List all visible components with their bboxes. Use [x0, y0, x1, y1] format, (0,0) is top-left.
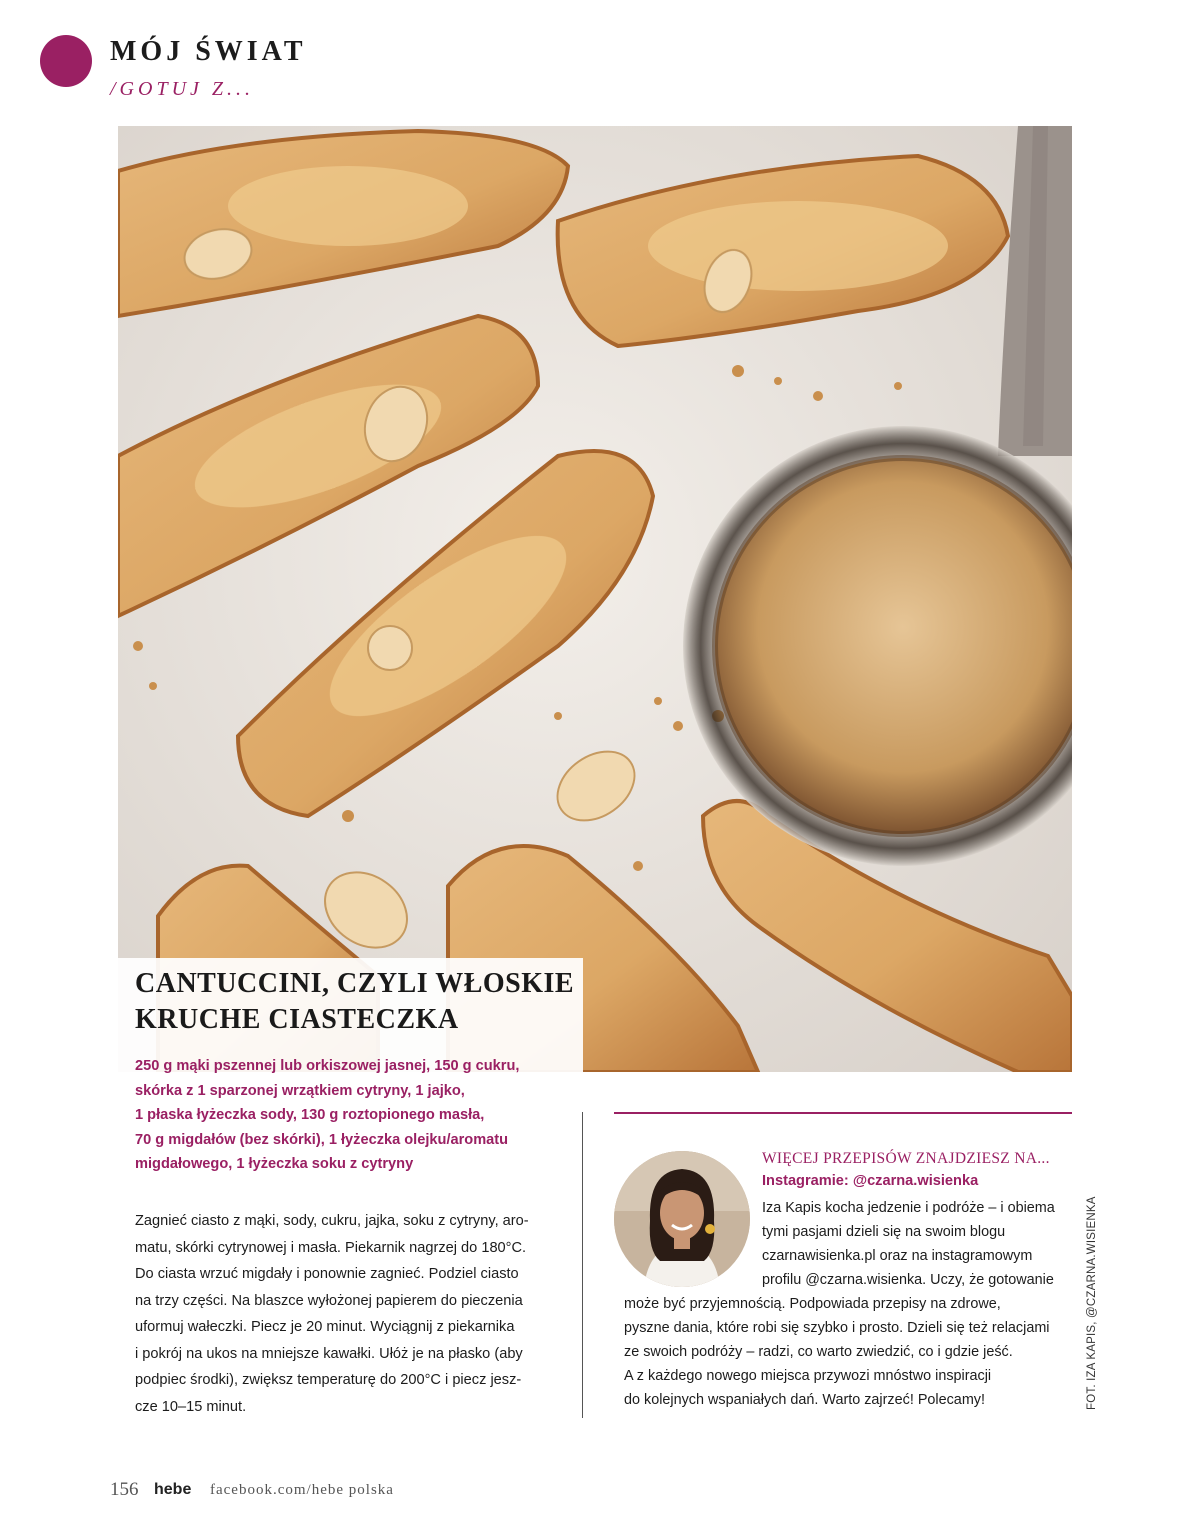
- recipe-photo: [118, 126, 1072, 1072]
- bio-line: profilu @czarna.wisienka. Uczy, że gotowanie: [762, 1272, 1054, 1288]
- ingredients-list: [135, 1054, 565, 1177]
- photo-credit: FOT. IZA KAPIS, @CZARNA.WISIENKA: [1086, 1196, 1098, 1410]
- section-logo-circle: [40, 35, 92, 87]
- ingredients-line: 70 g migdałów (bez skórki), 1 łyżeczka olejku/aromatu: [135, 1131, 509, 1148]
- ingredients-line: 250 g mąki pszennej lub orkiszowej jasnej, 150 g cukru,: [135, 1058, 520, 1074]
- bio-line: czarnawisienka.pl oraz na instagramowym: [762, 1248, 1033, 1264]
- instructions-line: matu, skórki cytrynowej i masła. Piekarnik nagrzej do 180°C.: [135, 1239, 527, 1256]
- ingredients-line: migdałowego, 1 łyżeczka soku z cytryny: [135, 1156, 414, 1172]
- instructions-line: na trzy części. Na blaszce wyłożonej papierem do pieczenia: [135, 1292, 523, 1309]
- section-title: MÓJ ŚWIAT: [110, 36, 307, 67]
- ingredients-line: skórka z 1 sparzonej wrzątkiem cytryny, 1 jajko,: [135, 1082, 465, 1099]
- ingredients-line: 1 płaska łyżeczka sody, 130 g roztopionego masła,: [135, 1107, 485, 1123]
- sidebar-rule: [614, 1112, 1072, 1114]
- bio-line: tymi pasjami dzieli się na swoim blogu: [762, 1224, 1006, 1240]
- bio-line: może być przyjemnością. Podpowiada przepisy na zdrowe,: [624, 1296, 1001, 1312]
- section-subtitle: /GOTUJ Z...: [110, 78, 255, 100]
- instagram-handle[interactable]: Instagramie: @czarna.wisienka: [762, 1173, 979, 1189]
- bio-line: ze swoich podróży – radzi, co warto zwiedzić, co i gdzie jeść.: [624, 1344, 1013, 1360]
- sidebar-heading: WIĘCEJ PRZEPISÓW ZNAJDZIESZ NA...: [762, 1150, 1050, 1167]
- bio-line: A z każdego nowego miejsca przywozi mnóstwo inspiracji: [624, 1368, 992, 1384]
- footer-brand: hebe: [154, 1481, 192, 1498]
- instructions-text: [135, 1208, 575, 1420]
- instructions-line: uformuj wałeczki. Piecz je 20 minut. Wyciągnij z piekarnika: [135, 1319, 515, 1335]
- column-divider: [582, 1112, 583, 1418]
- footer-url[interactable]: facebook.com/hebe polska: [210, 1482, 394, 1498]
- instructions-line: Zagnieć ciasto z mąki, sody, cukru, jajka, soku z cytryny, aro-: [135, 1213, 529, 1229]
- recipe-title-line-2: KRUCHE CIASTECZKA: [135, 1004, 459, 1035]
- recipe-title-line-1: CANTUCCINI, CZYLI WŁOSKIE: [135, 968, 575, 999]
- bio-line: pyszne dania, które robi się szybko i prosto. Dzieli się też relacjami: [624, 1320, 1050, 1336]
- bio-line: Iza Kapis kocha jedzenie i podróże – i obiema: [762, 1200, 1055, 1216]
- page-number: 156: [110, 1479, 139, 1500]
- instructions-line: podpiec środki), zwiększ temperaturę do 200°C i piecz jesz-: [135, 1372, 522, 1388]
- instructions-line: Do ciasta wrzuć migdały i ponownie zagnieć. Podziel ciasto: [135, 1266, 519, 1282]
- bio-line: do kolejnych wspaniałych dań. Warto zajrzeć! Polecamy!: [624, 1392, 985, 1408]
- instructions-line: i pokrój na ukos na mniejsze kawałki. Ułóż je na płasko (aby: [135, 1345, 523, 1362]
- author-avatar: [614, 1151, 750, 1287]
- instructions-line: cze 10–15 minut.: [135, 1398, 247, 1415]
